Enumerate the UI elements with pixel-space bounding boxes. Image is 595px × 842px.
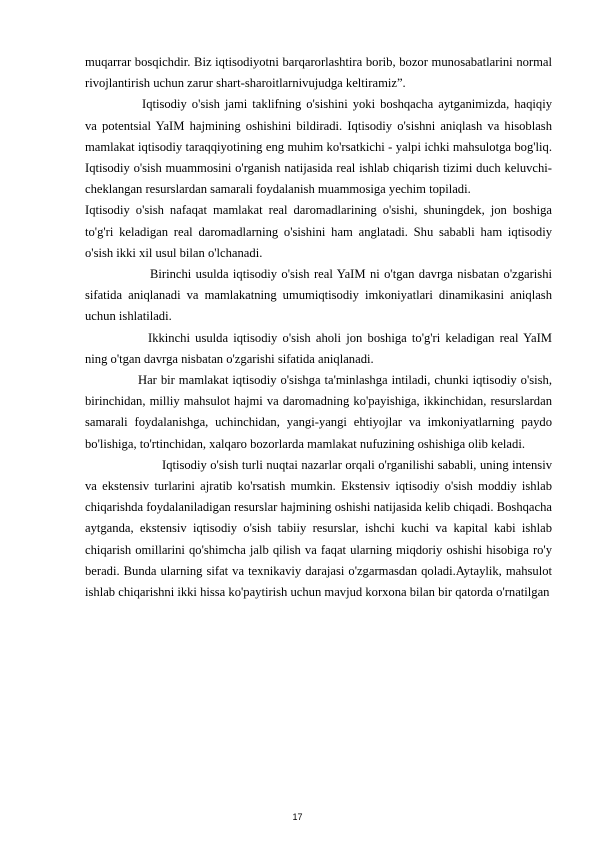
paragraph-2: Iqtisodiy o'sish jami taklifning o'sishini yoki boshqacha aytganimizda, haqiqiy va potentsial YaIM hajmining oshishini bildiradi. Iqtisodiy o'sishni aniqlash va hisoblash mamlakat iqtisodiy taraqqiyotining eng muhim ko'rsatkichi - yalpi ichki mahsulotga bog'liq. Iqtisodiy o'sish muammosini o'rganish natijasida real ishlab chiqarish tizimi duch keluvchi-cheklangan resurslardan samarali foydalanish muammosiga yechim topiladi. — [85, 97, 552, 197]
paragraph-4: Birinchi usulda iqtisodiy o'sish real YaIM ni o'tgan davrga nisbatan o'zgarishi sifatida aniqlanadi va mamlakatning umumiqtisodiy imkoniyatlari dinamikasini aniqlash uchun ishlatiladi. — [85, 267, 552, 324]
paragraph-7: Iqtisodiy o'sish turli nuqtai nazarlar orqali o'rganilishi sababli, uning intensiv va ekstensiv turlarini ajratib ko'rsatish mumkin. Ekstensiv iqtisodiy o'sish moddiy ishlab chiqarishda foydalaniladigan resurslar hajmining oshishi natijasida kelib chiqadi. Boshqacha aytganda, ekstensiv iqtisodiy o'sish tabiiy resurslar, ishchi kuchi va kapital kabi ishlab chiqarish omillarini qo'shimcha jalb qilish va faqat ularning miqdoriy oshishi hisobiga ro'y beradi. Bunda ularning sifat va texnikaviy darajasi o'zgarmasdan qoladi.Aytaylik, mahsulot ishlab chiqarishni ikki hissa ko'paytirish uchun mavjud korxona bilan bir qatorda o'rnatilgan — [85, 457, 552, 600]
paragraph-5: Ikkinchi usulda iqtisodiy o'sish aholi jon boshiga to'g'ri keladigan real YaIM ning o'tgan davrga nisbatan o'zgarishi sifatida aniqlanadi. — [85, 330, 552, 366]
page-number: 17 — [292, 812, 303, 822]
body-text — [85, 52, 552, 603]
paragraph-3: Iqtisodiy o'sish nafaqat mamlakat real daromadlarining o'sishi, shuningdek, jon boshiga to'g'ri keladigan real daromadlarning o'sishini ham anglatadi. Shu sababli ham iqtisodiy o'sish ikki xil usul bilan o'lchanadi. — [85, 203, 552, 260]
paragraph-6: Har bir mamlakat iqtisodiy o'sishga ta'minlashga intiladi, chunki iqtisodiy o'sish, birinchidan, milliy mahsulot hajmi va daromadning ko'payishiga, ikkinchidan, resurslardan samarali foydalanishga, uchinchidan, yangi-yangi ehtiyojlar va imkoniyatlarning paydo bo'lishiga, to'rtinchidan, xalqaro bozorlarda mamlakat nufuzining oshishiga olib keladi. — [85, 373, 552, 451]
paragraph-1: muqarrar bosqichdir. Biz iqtisodiyotni barqarorlashtira borib, bozor munosabatlarini normal rivojlantirish uchun zarur shart-sharoitlarnivujudga keltiramiz”. — [85, 55, 552, 91]
